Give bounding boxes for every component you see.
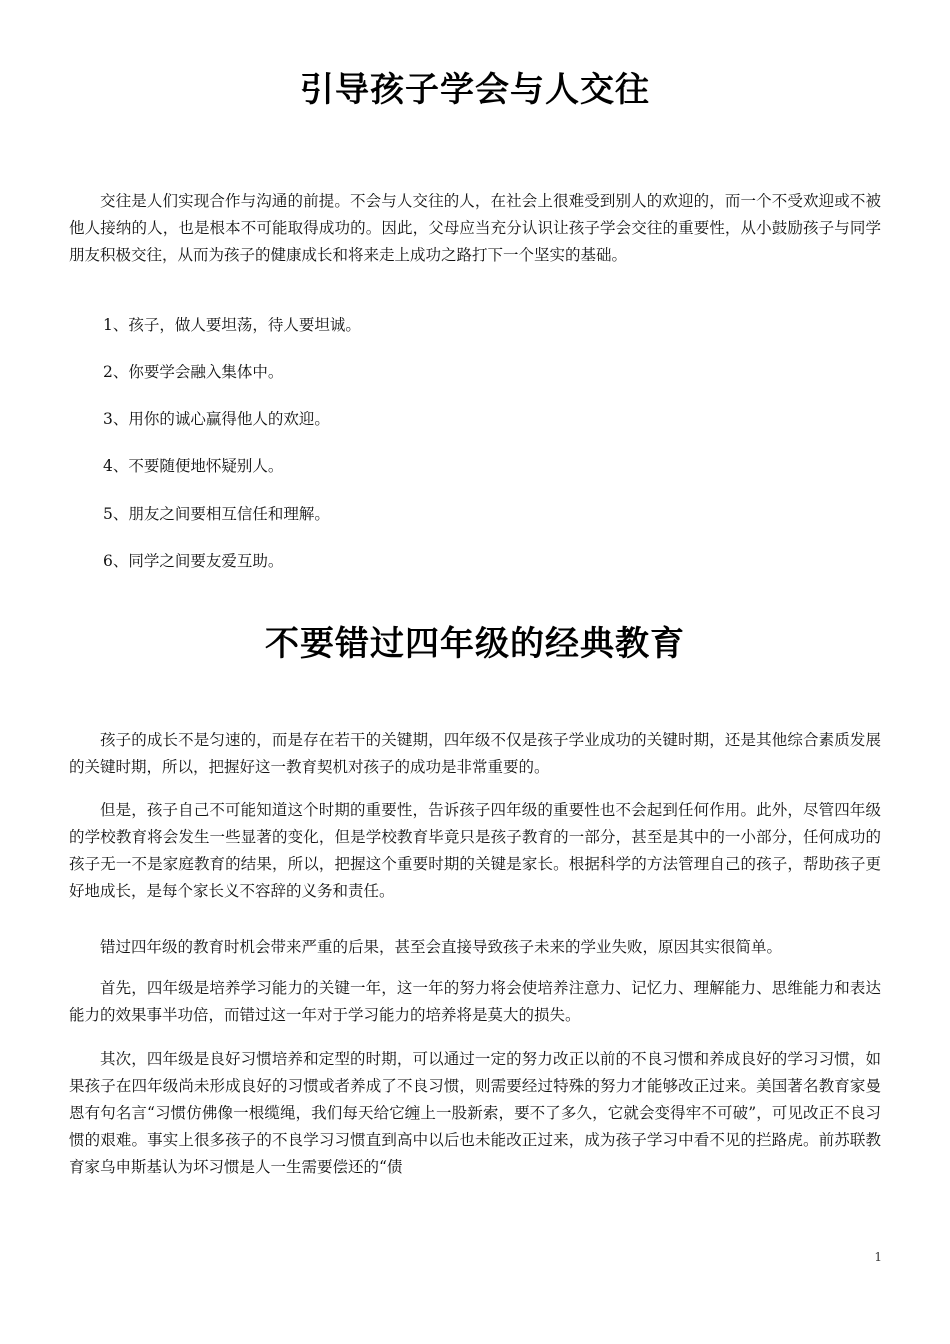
body-paragraph: 孩子的成长不是匀速的，而是存在若干的关键期，四年级不仅是孩子学业成功的关键时期，还是其他综合素质发展的关键时期，所以，把握好这一教育契机对孩子的成功是非常重要的。 — [69, 731, 881, 776]
list-item: 3、用你的诚心赢得他人的欢迎。 — [103, 410, 330, 428]
section-title-social-skills: 引导孩子学会与人交往 — [300, 70, 650, 110]
body-paragraph: 其次，四年级是良好习惯培养和定型的时期，可以通过一定的努力改正以前的不良习惯和养成良好的学习习惯，如果孩子在四年级尚未形成良好的习惯或者养成了不良习惯，则需要经过特殊的努力才能够改正过来。美国著名教育家曼恩有句名言“习惯仿佛像一根缆绳，我们每天给它缠上一股新索，要不了多久，它就会变得牢不可破”，可见改正不良习惯的艰难。事实上很多孩子的不良学习习惯直到高中以后也未能改正过来，成为孩子学习中看不见的拦路虎。前苏联教育家乌申斯基认为坏习惯是人一生需要偿还的“债 — [69, 1050, 881, 1176]
body-paragraph: 首先，四年级是培养学习能力的关键一年，这一年的努力将会使培养注意力、记忆力、理解能力、思维能力和表达能力的效果事半功倍，而错过这一年对于学习能力的培养将是莫大的损失。 — [69, 979, 881, 1024]
list-item: 4、不要随便地怀疑别人。 — [103, 457, 284, 475]
list-item: 6、同学之间要友爱互助。 — [103, 552, 284, 570]
body-paragraph: 错过四年级的教育时机会带来严重的后果，甚至会直接导致孩子未来的学业失败，原因其实很简单。 — [100, 938, 783, 956]
section-title-fourth-grade: 不要错过四年级的经典教育 — [265, 624, 685, 664]
body-paragraph: 但是，孩子自己不可能知道这个时期的重要性，告诉孩子四年级的重要性也不会起到任何作用。此外，尽管四年级的学校教育将会发生一些显著的变化，但是学校教育毕竟只是孩子教育的一部分，甚至是其中的一小部分，任何成功的孩子无一不是家庭教育的结果，所以，把握这个重要时期的关键是家长。根据科学的方法管理自己的孩子，帮助孩子更好地成长，是每个家长义不容辞的义务和责任。 — [69, 801, 881, 900]
list-item: 5、朋友之间要相互信任和理解。 — [103, 505, 330, 523]
list-item: 2、你要学会融入集体中。 — [103, 363, 284, 381]
list-item: 1、孩子，做人要坦荡，待人要坦诚。 — [103, 316, 361, 334]
intro-paragraph: 交往是人们实现合作与沟通的前提。不会与人交往的人，在社会上很难受到别人的欢迎的，而一个不受欢迎或不被他人接纳的人，也是根本不可能取得成功的。因此，父母应当充分认识让孩子学会交往的重要性，从小鼓励孩子与同学朋友积极交往，从而为孩子的健康成长和将来走上成功之路打下一个坚实的基础。 — [69, 192, 881, 264]
page-number: 1 — [874, 1250, 882, 1264]
